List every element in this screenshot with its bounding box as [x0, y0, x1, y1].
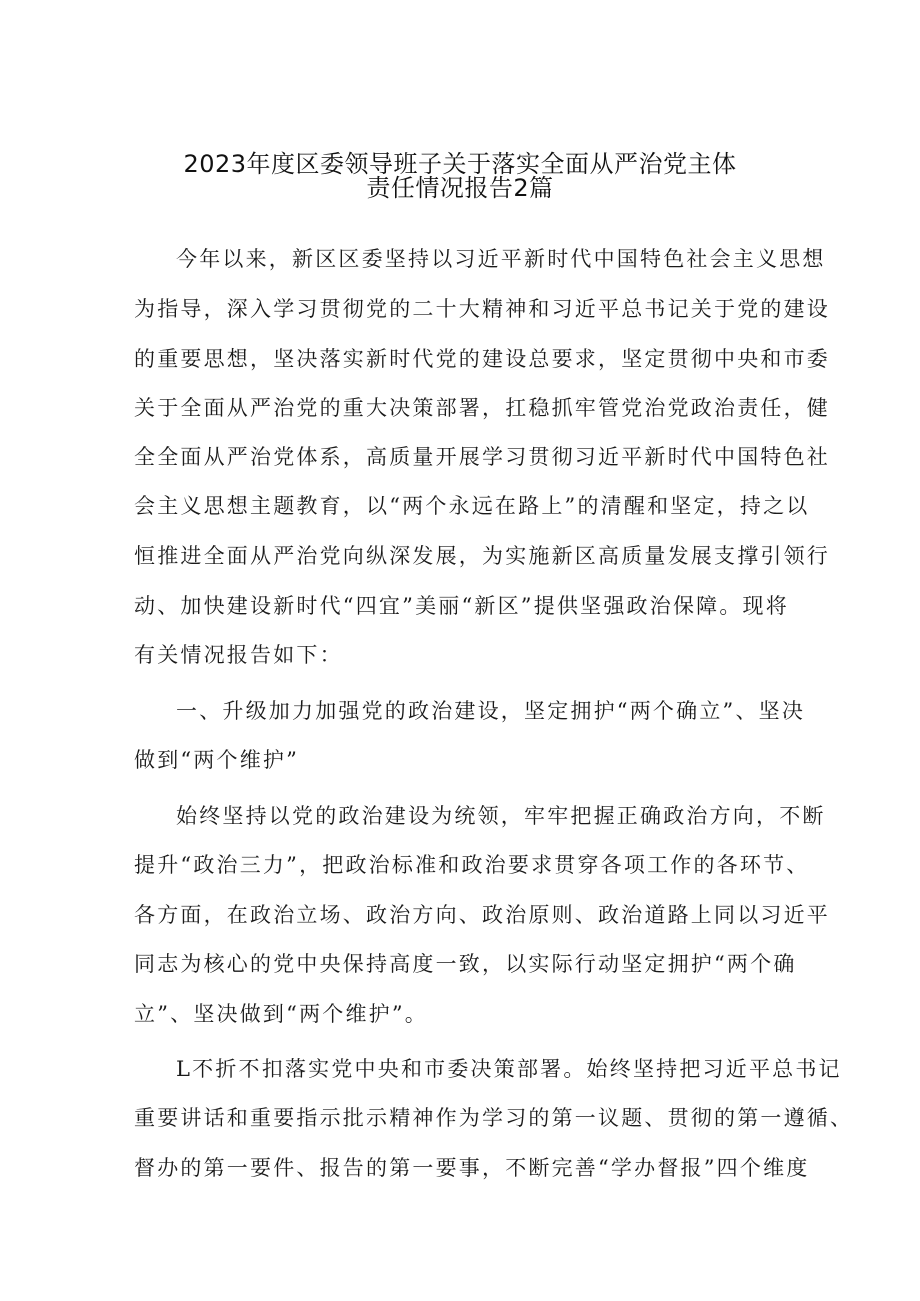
- paragraph-line: 关于全面从严治党的重大决策部署，扛稳抓牢管党治党政治责任，健: [134, 396, 830, 420]
- paragraph-line: 重要讲话和重要指示批示精神作为学习的第一议题、贯彻的第一遵循、: [134, 1106, 854, 1130]
- paragraph-line: 恒推进全面从严治党向纵深发展，为实施新区高质量发展支撑引领行: [134, 544, 830, 568]
- paragraph-line: 会主义思想主题教育，以“两个永远在路上”的清醒和坚定，持之以: [134, 494, 810, 518]
- paragraph-line: 有关情况报告如下：: [134, 643, 343, 667]
- paragraph-line: 督办的第一要件、报告的第一要事，不断完善“学办督报”四个维度: [134, 1156, 810, 1180]
- paragraph-line: 立”、坚决做到“两个维护”。: [134, 1002, 429, 1026]
- paragraph-line: 动、加快建设新时代“四宜”美丽“新区”提供坚强政治保障。现将: [134, 594, 789, 618]
- document-title-line-2: 责任情况报告2篇: [366, 174, 554, 202]
- paragraph-line: 同志为核心的党中央保持高度一致，以实际行动坚定拥护“两个确: [134, 952, 797, 976]
- paragraph-line: 全全面从严治党体系，高质量开展学习贯彻习近平新时代中国特色社: [134, 445, 830, 469]
- heading-line: 一、升级加力加强党的政治建设，坚定拥护“两个确立”、坚决: [176, 699, 806, 723]
- paragraph-line: 始终坚持以党的政治建设为统领，牢牢把握正确政治方向，不断: [176, 804, 826, 828]
- paragraph-line: 提升“政治三力”，把政治标准和政治要求贯穿各项工作的各环节、: [134, 853, 810, 877]
- document-title-line-1: 2023年度区委领导班子关于落实全面从严治党主体: [183, 150, 737, 178]
- paragraph-line: L不折不扣落实党中央和市委决策部署。始终坚持把习近平总书记: [176, 1057, 842, 1081]
- paragraph-line: 为指导，深入学习贯彻党的二十大精神和习近平总书记关于党的建设: [134, 297, 830, 321]
- paragraph-line: 的重要思想，坚决落实新时代党的建设总要求，坚定贯彻中央和市委: [134, 347, 830, 371]
- paragraph-line: 各方面，在政治立场、政治方向、政治原则、政治道路上同以习近平: [134, 903, 830, 927]
- paragraph-line: 今年以来，新区区委坚持以习近平新时代中国特色社会主义思想: [176, 247, 826, 271]
- heading-line: 做到“两个维护”: [134, 748, 300, 772]
